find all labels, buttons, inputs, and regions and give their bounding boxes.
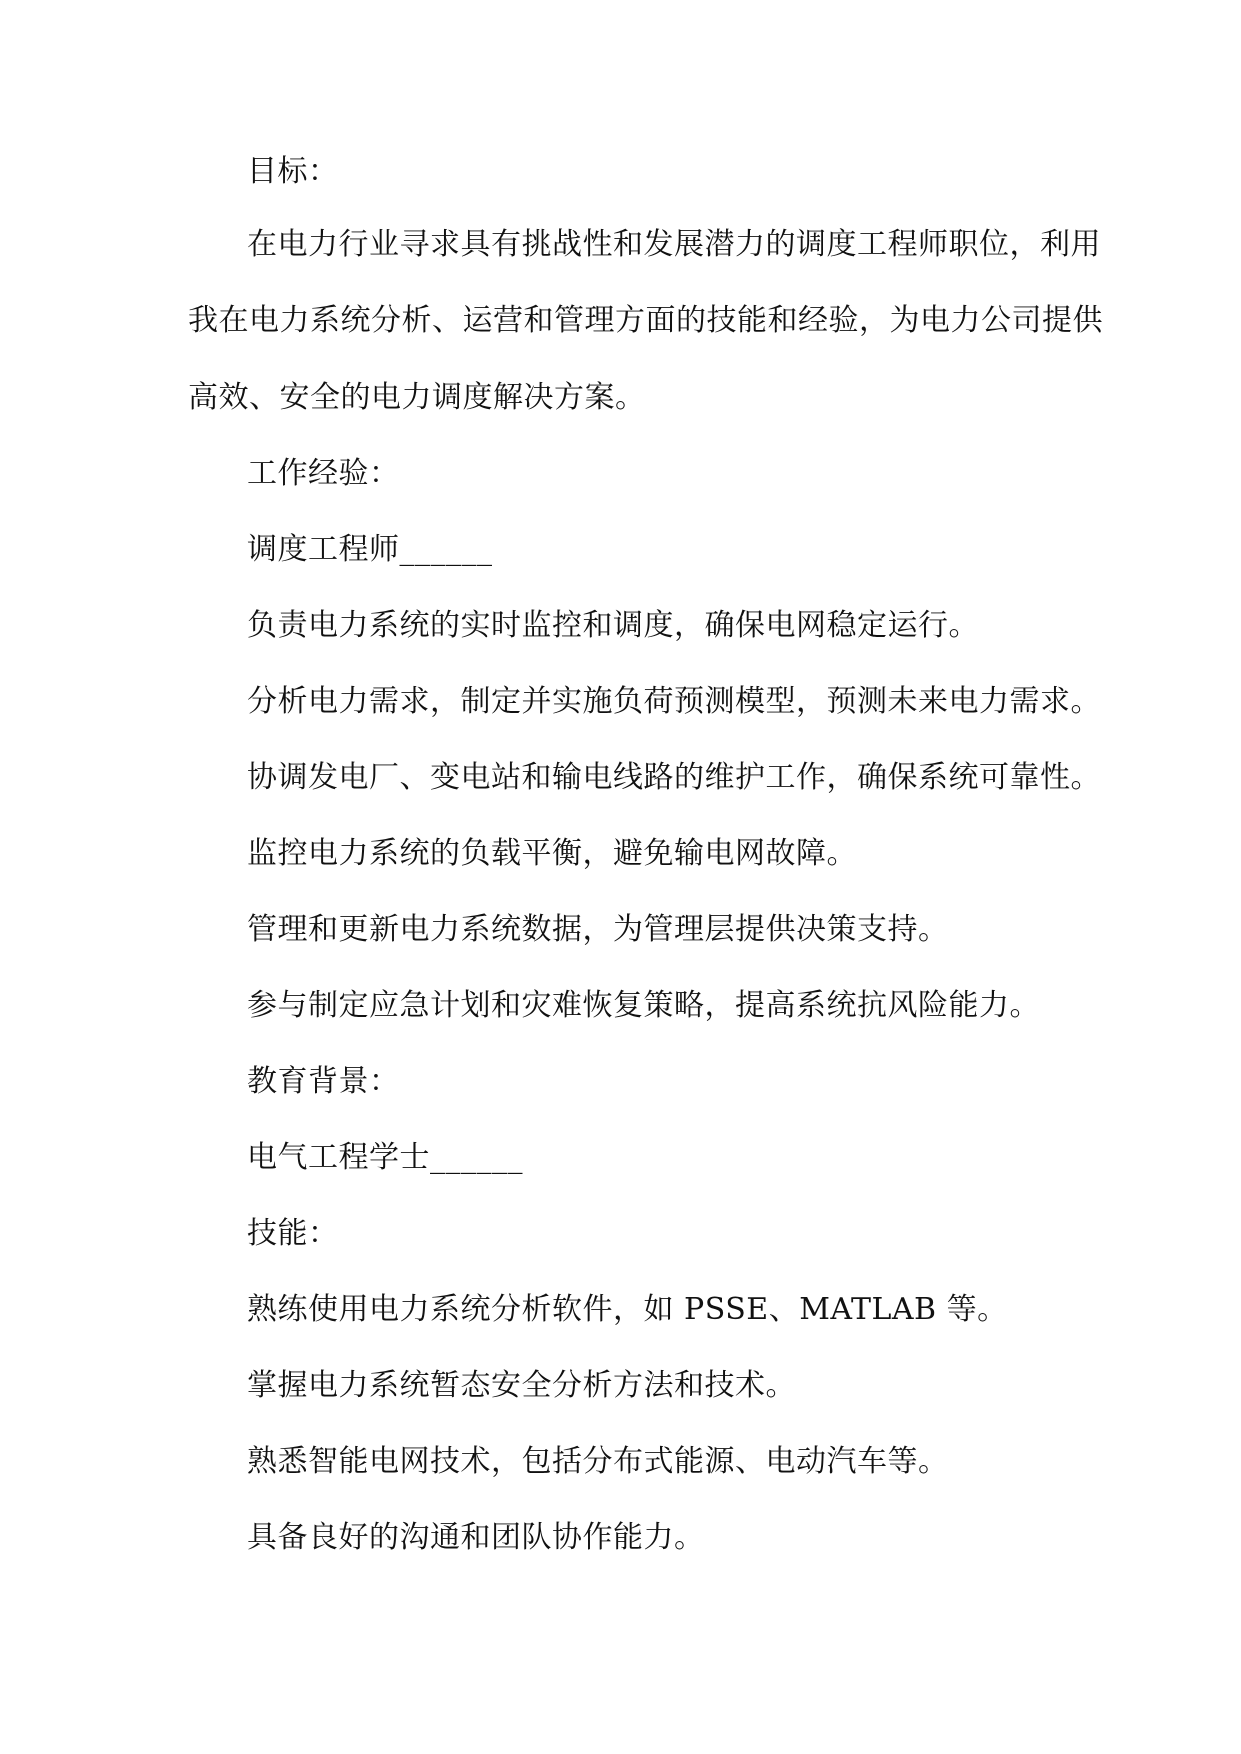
- skills-item: 具备良好的沟通和团队协作能力。: [247, 1520, 705, 1555]
- skills-heading: 技能：: [247, 1216, 339, 1251]
- objective-paragraph-line-1: 在电力行业寻求具有挑战性和发展潜力的调度工程师职位，利用: [247, 227, 1101, 262]
- objective-paragraph-line-3: 高效、安全的电力调度解决方案。: [188, 380, 646, 415]
- experience-item: 负责电力系统的实时监控和调度，确保电网稳定运行。: [247, 608, 979, 643]
- skills-item: 熟悉智能电网技术，包括分布式能源、电动汽车等。: [247, 1444, 949, 1479]
- education-degree: 电气工程学士______: [247, 1140, 523, 1175]
- experience-item: 分析电力需求，制定并实施负荷预测模型，预测未来电力需求。: [247, 684, 1101, 719]
- experience-position: 调度工程师______: [247, 532, 493, 567]
- skills-item: 掌握电力系统暂态安全分析方法和技术。: [247, 1368, 796, 1403]
- objective-heading: 目标：: [247, 154, 339, 189]
- experience-heading: 工作经验：: [247, 456, 400, 491]
- objective-paragraph-line-2: 我在电力系统分析、运营和管理方面的技能和经验，为电力公司提供: [188, 303, 1103, 338]
- skills-item: 熟练使用电力系统分析软件，如 PSSE、MATLAB 等。: [247, 1292, 1008, 1327]
- experience-item: 参与制定应急计划和灾难恢复策略，提高系统抗风险能力。: [247, 988, 1040, 1023]
- experience-item: 协调发电厂、变电站和输电线路的维护工作，确保系统可靠性。: [247, 760, 1101, 795]
- experience-item: 管理和更新电力系统数据，为管理层提供决策支持。: [247, 912, 949, 947]
- education-heading: 教育背景：: [247, 1064, 400, 1099]
- experience-item: 监控电力系统的负载平衡，避免输电网故障。: [247, 836, 857, 871]
